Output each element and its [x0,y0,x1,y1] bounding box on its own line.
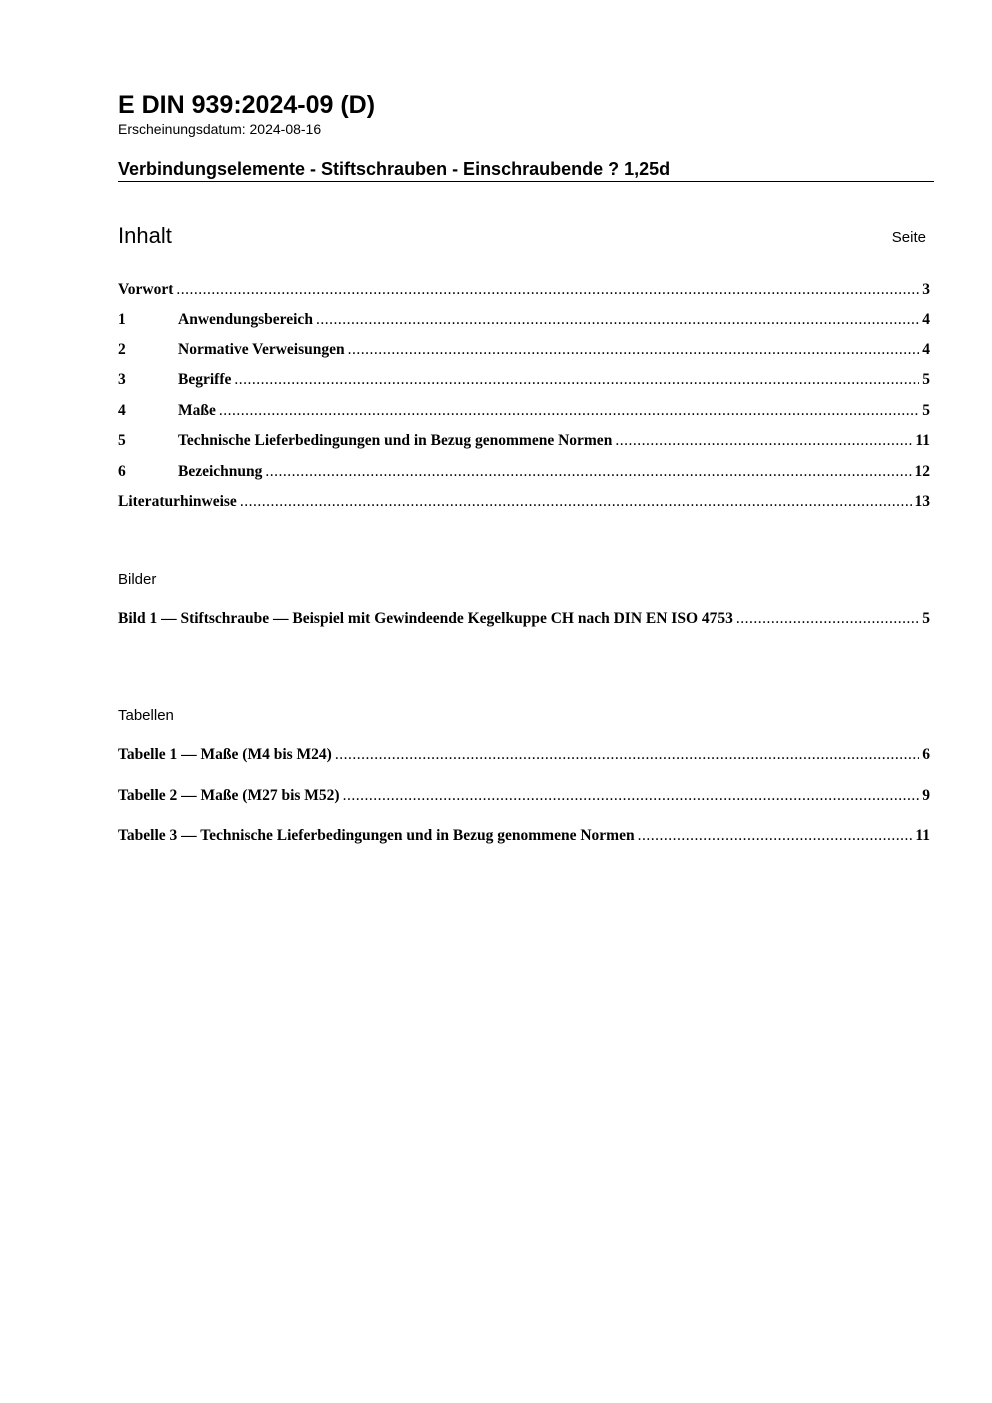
table-entry-tabelle-3[interactable] [118,825,930,847]
page-column-label: Seite [891,229,926,246]
toc-entry-number: 3 [118,371,126,388]
toc-entry-page: 5 [922,402,930,419]
toc-leader-dots [615,430,912,452]
figure-entry-page: 5 [922,610,930,627]
toc-entry-masse[interactable] [118,400,930,422]
toc-entry-normative-verweisungen[interactable] [118,339,930,361]
figure-entry-text: Bild 1 — Stiftschraube — Beispiel mit Gewindeende Kegelkuppe CH nach DIN EN ISO 4753 [118,610,733,627]
toc-entry-technische-lieferbedingungen[interactable] [118,430,930,452]
toc-heading: Inhalt [118,223,172,248]
toc-entry-number: 4 [118,402,126,419]
toc-entry-vorwort[interactable] [118,279,930,301]
table-entry-tabelle-2[interactable] [118,785,930,807]
toc-entry-text: Maße [178,402,216,419]
toc-leader-dots [316,309,919,331]
toc-entry-text: Literaturhinweise [118,493,237,510]
toc-leader-dots [343,785,920,807]
toc-entry-text: Begriffe [178,371,232,388]
document-title: Verbindungselemente - Stiftschrauben - Einschraubende ? 1,25d [118,158,934,182]
toc-entry-page: 4 [922,341,930,358]
toc-entry-page: 3 [922,281,930,298]
toc-entry-number: 1 [118,311,126,328]
document-id: E DIN 939:2024-09 (D) [118,91,376,119]
toc-entry-page: 4 [922,311,930,328]
toc-leader-dots [335,744,919,766]
table-entry-text: Tabelle 2 — Maße (M27 bis M52) [118,787,340,804]
toc-leader-dots [240,491,912,513]
toc-entry-bezeichnung[interactable] [118,461,930,483]
toc-entry-anwendungsbereich[interactable] [118,309,930,331]
document-page [118,0,934,1403]
toc-leader-dots [176,279,919,301]
toc-entry-number: 5 [118,432,126,449]
toc-entry-text: Vorwort [118,281,174,298]
toc-leader-dots [348,339,920,361]
toc-entry-page: 11 [915,432,930,449]
tables-section-label: Tabellen [118,707,174,724]
table-entry-text: Tabelle 1 — Maße (M4 bis M24) [118,746,332,763]
toc-entry-number: 2 [118,341,126,358]
publication-date: Erscheinungsdatum: 2024-08-16 [118,121,322,137]
toc-leader-dots [736,608,919,630]
toc-entry-begriffe[interactable] [118,369,930,391]
toc-leader-dots [638,825,913,847]
toc-entry-text: Technische Lieferbedingungen und in Bezug genommene Normen [178,432,613,449]
table-entry-text: Tabelle 3 — Technische Lieferbedingungen und in Bezug genommene Normen [118,827,635,844]
toc-entry-page: 5 [922,371,930,388]
toc-entry-literaturhinweise[interactable] [118,491,930,513]
toc-leader-dots [219,400,919,422]
table-entry-tabelle-1[interactable] [118,744,930,766]
toc-entry-text: Bezeichnung [178,463,263,480]
toc-leader-dots [265,461,911,483]
toc-entry-text: Normative Verweisungen [178,341,345,358]
figures-section-label: Bilder [118,571,157,588]
table-entry-page: 9 [922,787,930,804]
toc-entry-page: 13 [914,493,930,510]
toc-entry-page: 12 [914,463,930,480]
toc-entry-text: Anwendungsbereich [178,311,313,328]
figure-entry-bild-1[interactable] [118,608,930,630]
toc-leader-dots [234,369,919,391]
table-entry-page: 6 [922,746,930,763]
table-entry-page: 11 [915,827,930,844]
toc-entry-number: 6 [118,463,126,480]
